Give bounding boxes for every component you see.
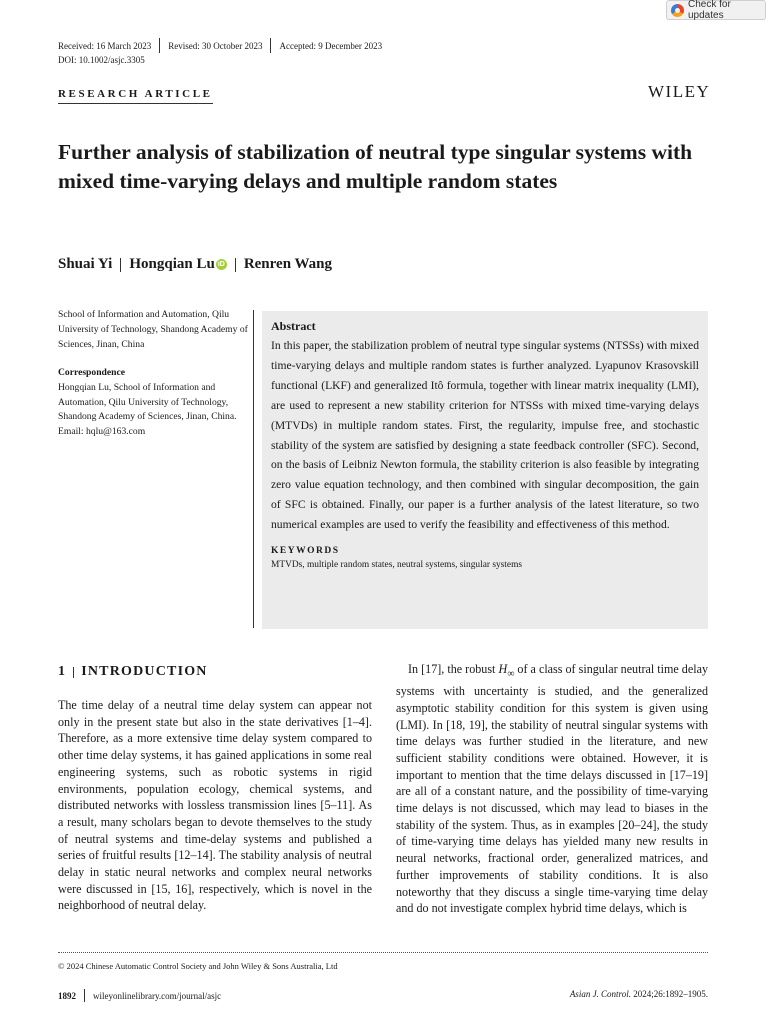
article-type: RESEARCH ARTICLE — [58, 88, 213, 104]
orcid-icon[interactable]: iD — [217, 261, 225, 268]
keywords-text: MTVDs, multiple random states, neutral systems, singular systems — [271, 560, 523, 571]
copyright: © 2024 Chinese Automatic Control Society and John Wiley & Sons Australia, Ltd — [58, 961, 338, 971]
divider — [84, 989, 85, 1002]
section-title: INTRODUCTION — [81, 664, 208, 679]
intro-text-after: of a class of singular neutral time delay systems with uncertainty is studied, and the generalized asymptotic stability condition for this system is given using (LMI). In [18, 19], the stability of neutral singular systems with time delays was further studied in the literature, and new sufficient stability conditions were obtained. However, it is important to mention that the time delays discussed in [17–19] are all of a constant nature, and the possibility of time-varying time delays is not discussed, which may lead to biases in the stability of the system. Thus, as in examples [20–24], the study of time-varying time delays has yielded many new results in neural networks, fractional order, generalized matrices, and further improvements of stability conditions. It is also noteworthy that they discuss a single time-varying time delay and do not investigate complex hybrid time delays, which is — [396, 662, 708, 916]
correspondence-label: Correspondence — [58, 367, 125, 378]
author-name[interactable]: Hongqian Lu — [129, 256, 215, 272]
citation — [570, 989, 708, 999]
publisher-logo: WILEY — [648, 82, 711, 101]
math-h: H — [498, 662, 508, 676]
intro-paragraph-right — [396, 661, 708, 917]
citation-journal: Asian J. Control. — [569, 989, 631, 999]
divider — [235, 258, 236, 272]
article-title: Further analysis of stabilization of neutral type singular systems with mixed time-varying delays and multiple random states — [58, 140, 693, 193]
affiliation: School of Information and Automation, Qilu University of Technology, Shandong Academy of Sciences, Jinan, China — [58, 309, 248, 350]
correspondence — [58, 366, 248, 440]
abstract-text: In this paper, the stabilization problem of neutral type singular systems (NTSSs) with mixed time-varying delays and multiple random states is further analyzed. Lyapunov Krasovskill functional (LKF) and generalized Itô formula, together with linear matrix inequality (LMI), are used to represent a new stability criterion for NTSSs with mixed time-varying delays (MTVDs) in multiple random states. First, the regularity, impulse free, and stochastic stability of the system are satisfied by designing a state feedback controller (SFC). Second, on the basis of Leibniz Newton formula, the stability criterion is also feasible by integrating zero value equation technology, and then combined with singular decomposition, the gain of SFC is obtained. Finally, our paper is a further analysis of the latest literature, so two numerical examples are used to verify the feasibility and effectiveness of this method. — [271, 339, 699, 532]
page-footer — [58, 989, 221, 1002]
column-divider — [253, 310, 254, 628]
section-heading — [58, 664, 208, 680]
math-infinity: ∞ — [507, 668, 515, 680]
revised-date: Revised: 30 October 2023 — [168, 40, 263, 51]
section-number: 1 — [58, 664, 67, 679]
page-number: 1892 — [58, 990, 76, 1001]
crossmark-icon — [671, 4, 684, 17]
correspondence-email[interactable]: Email: hqlu@163.com — [58, 426, 146, 438]
check-for-updates-badge[interactable] — [666, 0, 766, 20]
accepted-date: Accepted: 9 December 2023 — [279, 40, 383, 51]
divider — [270, 38, 271, 53]
author-list — [58, 256, 332, 273]
doi[interactable]: DOI: 10.1002/asjc.3305 — [58, 55, 145, 65]
check-for-updates-label: Check for updates — [688, 0, 731, 21]
article-history — [58, 38, 382, 53]
abstract-heading: Abstract — [271, 319, 316, 333]
abstract-box — [262, 311, 708, 629]
divider — [159, 38, 160, 53]
intro-text-before: In [17], the robust — [408, 662, 499, 676]
received-date: Received: 16 March 2023 — [58, 40, 152, 51]
author-name[interactable]: Shuai Yi — [58, 256, 113, 272]
keywords-heading: KEYWORDS — [271, 546, 340, 557]
divider — [120, 258, 121, 272]
author-name[interactable]: Renren Wang — [243, 256, 333, 272]
divider — [73, 667, 74, 678]
citation-volume: 2024;26:1892–1905. — [633, 989, 708, 999]
footnote-divider — [58, 952, 708, 953]
correspondence-text: Hongqian Lu, School of Information and Automation, Qilu University of Technology, Shandong Academy of Sciences, Jinan, China. — [58, 381, 237, 423]
intro-paragraph-left: The time delay of a neutral time delay system can appear not only in the present state but also in the state derivatives [1–4]. Therefore, as a more extensive time delay system compared to other time delay systems, it has gained applications in some real engineering systems, such as robotic systems in rigid environments, population ecology, chemical systems, and distributed networks with lossless transmission lines [5–11]. As a result, many scholars began to devote themselves to the study of neutral systems and time-delay systems and published a series of fruitful results [12–14]. The stability analysis of neutral delay in static neural networks and complex neural networks were discussed in [15, 16], respectively, which is novel in the neighborhood of neutral delay. — [58, 698, 372, 913]
journal-url[interactable]: wileyonlinelibrary.com/journal/asjc — [93, 990, 222, 1001]
